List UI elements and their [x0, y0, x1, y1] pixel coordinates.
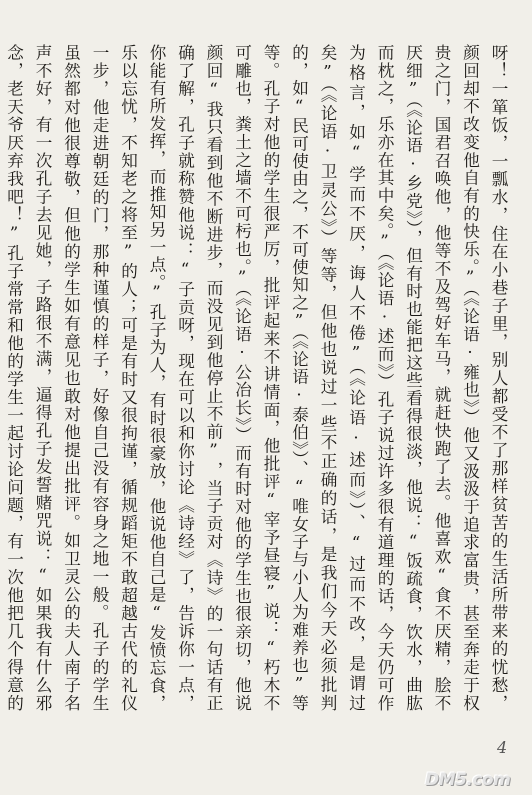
page-number: 4: [497, 738, 508, 757]
body-text: [4, 44, 512, 712]
paragraph: 呀！一箪饭，一瓢水，住在小巷子里，别人都受不了那样贫苦的生活所带来的忧愁，颜回却不改变他自有的快乐。”（《论语·雍也》）他又汲汲于追求富贵，甚至奔走于权贵之门，国君召唤他，他等不及驾好车马，就赶快跑了去。他喜欢“食不厌精，脍不厌细”（《论语·乡党》），但有时也能把这些看得很淡，他说：“饭疏食，饮水，曲肱而枕之，乐亦在其中矣。”（《论语·述而》）孔子说过许多很有道理的话，今天仍可作为格言，如“学而不厌，诲人不倦”（《论语·述而》）、“过而不改，是谓过矣”（《论语·卫灵公》）等等，但他也说过一些不正确的话，是我们今天必须批判的，如“民可使由之，不可使知之”（《论语·泰伯》）、“唯女子与小人为难养也”等等。孔子对他的学生很严厉，批评起来不讲情面，他批评“宰予昼寝”说：“朽木不可雕也，粪土之墙不可杇也。”（《论语·公冶长》）而有时对他的学生也很亲切，他说颜回“我只看到他不断进步，而没见到他停止不前”，当子贡对《诗》的一句话有正确了解，孔子就称赞他说：“子贡呀，现在可以和你讨论《诗经》了，告诉你一点，你能有所发挥，而推知另一点。”孔子为人，有时很豪放，他说他自己是“发愤忘食，乐以忘忧，不知老之将至”的人；可是有时又很拘谨，循规蹈矩不敢超越古代的礼仪一步，他走进朝廷的门，那种谨慎的样子，好像自己没有容身之地一般。孔子的学生虽然都对他很尊敬，但他的学生如有意见也敢对他提出批评。如卫灵公的夫人南子名声不好，有一次孔子去见她，子路很不满，逼得孔子发誓赌咒说：“如果我有什么邪念，老天爷厌弃我吧！”孔子常常和他的学生一起讨论问题，有一次他把几个得意的: [4, 44, 508, 712]
watermark-logo: DM5.com: [425, 770, 511, 790]
